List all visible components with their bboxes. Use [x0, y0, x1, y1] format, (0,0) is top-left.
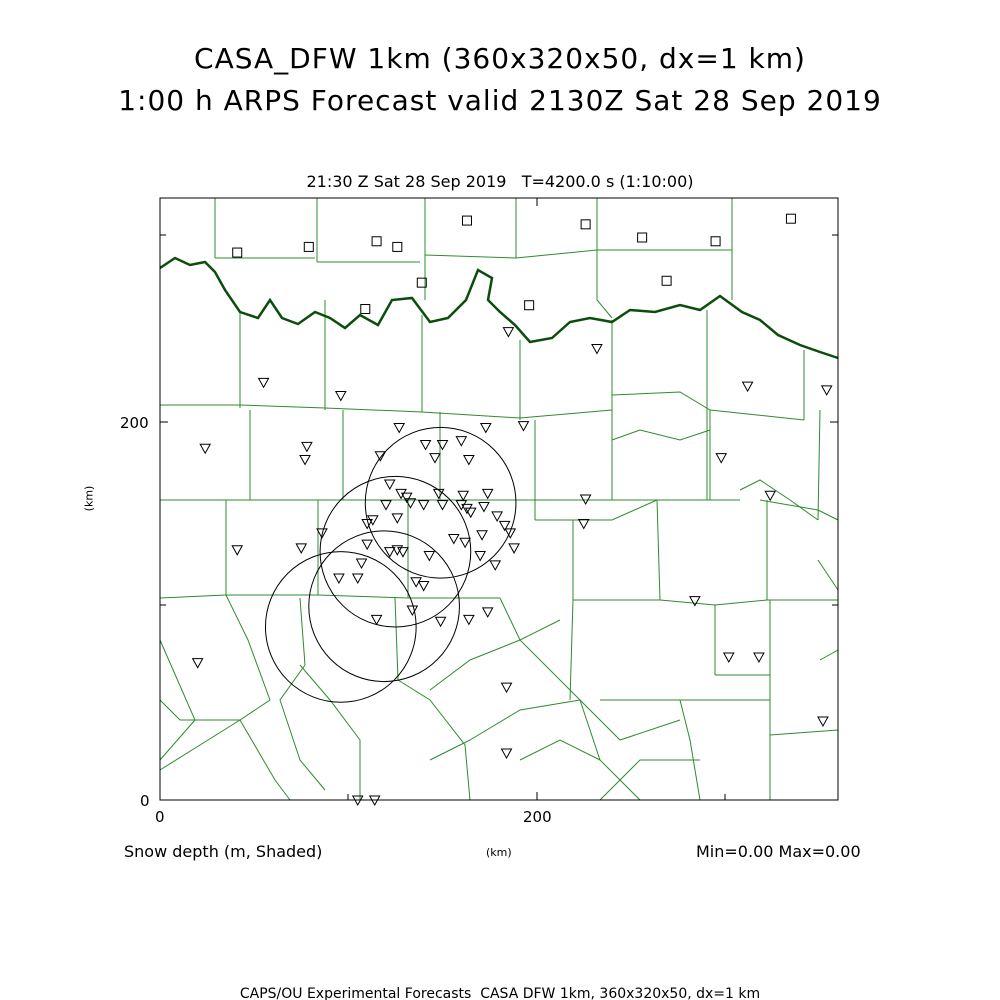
station-triangle-marker	[334, 574, 344, 583]
station-markers	[193, 214, 832, 805]
station-square-marker	[393, 242, 402, 251]
station-triangle-marker	[396, 489, 406, 498]
station-triangle-marker	[503, 328, 513, 337]
station-triangle-marker	[765, 491, 775, 500]
station-triangle-marker	[407, 606, 417, 615]
station-triangle-marker	[296, 544, 306, 553]
station-triangle-marker	[336, 392, 346, 401]
station-triangle-marker	[716, 454, 726, 463]
station-triangle-marker	[424, 551, 434, 560]
station-triangle-marker	[518, 422, 528, 431]
station-triangle-marker	[690, 597, 700, 606]
station-square-marker	[711, 237, 720, 246]
station-triangle-marker	[438, 440, 448, 449]
station-square-marker	[786, 214, 795, 223]
station-triangle-marker	[724, 653, 734, 662]
station-square-marker	[233, 248, 242, 257]
station-triangle-marker	[483, 608, 493, 617]
radar-range-rings	[265, 427, 515, 702]
y-tick-200: 200	[120, 414, 149, 432]
station-triangle-marker	[394, 424, 404, 433]
station-square-marker	[581, 220, 590, 229]
station-triangle-marker	[460, 538, 470, 547]
station-square-marker	[361, 304, 370, 313]
station-triangle-marker	[592, 345, 602, 354]
station-triangle-marker	[398, 548, 408, 557]
station-triangle-marker	[464, 615, 474, 624]
station-triangle-marker	[421, 440, 431, 449]
station-triangle-marker	[818, 717, 828, 726]
station-triangle-marker	[436, 617, 446, 626]
station-triangle-marker	[419, 582, 429, 591]
min-max-readout: Min=0.00 Max=0.00	[696, 842, 861, 861]
station-triangle-marker	[372, 615, 382, 624]
plot-frame	[160, 198, 838, 800]
station-triangle-marker	[502, 749, 512, 758]
station-square-marker	[304, 242, 313, 251]
station-triangle-marker	[381, 501, 391, 510]
station-triangle-marker	[464, 455, 474, 464]
station-triangle-marker	[362, 540, 372, 549]
station-triangle-marker	[300, 455, 310, 464]
station-triangle-marker	[357, 559, 367, 568]
footer-credit: CAPS/OU Experimental Forecasts CASA DFW 1km, 360x320x50, dx=1 km	[239, 986, 761, 1000]
station-triangle-marker	[481, 424, 491, 433]
station-triangle-marker	[502, 683, 512, 692]
station-triangle-marker	[419, 501, 429, 510]
station-triangle-marker	[353, 574, 363, 583]
station-triangle-marker	[483, 489, 493, 498]
title-line-1: CASA_DFW 1km (360x320x50, dx=1 km)	[194, 42, 806, 75]
y-axis-label: (km)	[82, 485, 96, 512]
station-triangle-marker	[438, 501, 448, 510]
valid-time-subtitle: 21:30 Z Sat 28 Sep 2019 T=4200.0 s (1:10:00)	[306, 172, 694, 191]
station-triangle-marker	[368, 516, 378, 525]
station-triangle-marker	[456, 501, 466, 510]
station-triangle-marker	[477, 531, 487, 540]
station-triangle-marker	[200, 444, 210, 453]
station-triangle-marker	[232, 546, 242, 555]
station-triangle-marker	[302, 442, 312, 451]
station-square-marker	[662, 276, 671, 285]
station-triangle-marker	[754, 653, 764, 662]
station-triangle-marker	[479, 503, 489, 512]
station-triangle-marker	[385, 480, 395, 489]
station-triangle-marker	[743, 382, 753, 391]
station-triangle-marker	[490, 561, 500, 570]
field-label: Snow depth (m, Shaded)	[124, 842, 323, 861]
station-triangle-marker	[579, 519, 589, 528]
state-border	[160, 258, 838, 358]
station-triangle-marker	[392, 514, 402, 523]
station-square-marker	[638, 233, 647, 242]
x-tick-200: 200	[523, 808, 552, 826]
radar-range-ring	[365, 427, 516, 578]
station-triangle-marker	[822, 386, 832, 395]
station-triangle-marker	[193, 659, 203, 668]
station-triangle-marker	[430, 454, 440, 463]
title-line-2: 1:00 h ARPS Forecast valid 2130Z Sat 28 Sep 2019	[118, 84, 882, 117]
y-tick-0: 0	[140, 792, 150, 810]
station-square-marker	[462, 216, 471, 225]
station-triangle-marker	[456, 437, 466, 446]
radar-range-ring	[309, 531, 460, 682]
station-triangle-marker	[434, 489, 444, 498]
station-triangle-marker	[449, 535, 459, 544]
station-triangle-marker	[475, 551, 485, 560]
station-triangle-marker	[458, 491, 468, 500]
county-boundaries	[160, 198, 838, 800]
station-square-marker	[372, 237, 381, 246]
station-triangle-marker	[509, 544, 519, 553]
x-axis-label: (km)	[486, 846, 512, 859]
station-triangle-marker	[259, 378, 269, 387]
station-square-marker	[525, 301, 534, 310]
x-tick-0: 0	[155, 808, 165, 826]
station-triangle-marker	[492, 512, 502, 521]
